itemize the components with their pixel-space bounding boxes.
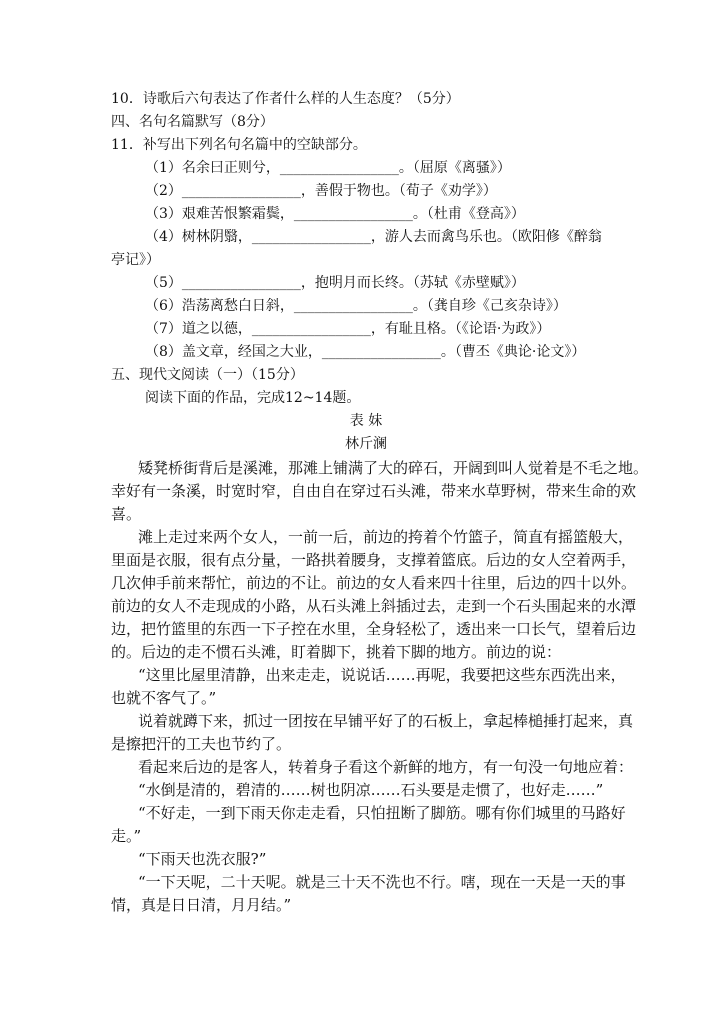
blank-item-4-cont: 亭记》） [111,252,160,268]
blank-item-8: （8）盖文章，经国之大业，_________________。（曹丕《典论·论文》） [145,344,586,360]
blank-item-7: （7）道之以德，_________________，有耻且格。（《论语·为政》） [145,321,551,337]
story-line: 幸好有一条溪，时宽时窄，自由自在穿过石头滩，带来水草野树，带来生命的欢 [111,482,637,500]
section-5-heading: 五、现代文阅读（一）（15分） [111,367,304,383]
story-line: 喜。 [111,505,142,523]
blank-item-4: （4）树林阴翳，_________________，游人去而禽鸟乐也。（欧阳修《醉翁 [145,229,602,245]
story-line: “水倒是清的，碧清的……树也阴凉……石头要是走惯了，也好走……” [138,781,604,799]
story-line: “下雨天也洗衣服?” [138,850,267,868]
story-line: 也就不客气了。” [111,689,217,707]
blank-item-2: （2）_________________，善假于物也。（荀子《劝学》） [145,183,497,199]
reading-instruction: 阅读下面的作品，完成12~14题。 [145,390,361,406]
story-line: 的。后边的走不惯石头滩，盯着脚下，挑着下脚的地方。前边的说： [111,643,562,661]
story-line: “不好走，一到下雨天你走走看，只怕扭断了脚筋。哪有你们城里的马路好 [138,804,626,822]
story-line: “这里比屋里清静，出来走走，说说话……再呢，我要把这些东西洗出来， [138,666,626,684]
blank-item-1: （1）名余曰正则兮，_________________。（屈原《离骚》） [145,160,511,176]
story-line: 几次伸手前来帮忙，前边的不让。前边的女人看来四十往里，后边的四十以外。 [111,574,637,592]
question-10: 10．诗歌后六句表达了作者什么样的人生态度？（5分） [111,91,460,107]
story-line: 看起来后边的是客人，转着身子看这个新鲜的地方，有一句没一句地应着： [138,758,634,776]
story-line: 情，真是日日清，月月结。” [111,896,292,914]
story-line: 滩上走过来两个女人，一前一后，前边的挎着个竹篮子，简直有摇篮般大， [138,528,634,546]
blank-item-3: （3）艰难苦恨繁霜鬓，_________________。（杜甫《登高》） [145,206,525,222]
story-title: 表 妹 [349,413,383,429]
question-11: 11．补写出下列名句名篇中的空缺部分。 [111,137,367,153]
story-line: “一下天呢，二十天呢。就是三十天不洗也不行。嗐，现在一天是一天的事 [138,873,626,891]
story-line: 矮凳桥街背后是溪滩，那滩上铺满了大的碎石，开阔到叫人觉着是不毛之地。 [138,459,649,477]
story-line: 里面是衣服，很有点分量，一路拱着腰身，支撑着篮底。后边的女人空着两手， [111,551,637,569]
story-line: 说着就蹲下来，抓过一团按在早铺平好了的石板上，拿起棒槌捶打起来，真 [138,712,634,730]
story-line: 边，把竹篮里的东西一下子控在水里，全身轻松了，透出来一口长气，望着后边 [111,620,637,638]
section-4-heading: 四、名句名篇默写（8分） [111,114,274,130]
blank-item-6: （6）浩荡离愁白日斜，_________________。（龚自珍《己亥杂诗》） [145,298,567,314]
blank-item-5: （5）_________________，抱明月而长终。（苏轼《赤壁赋》） [145,275,525,291]
story-line: 前边的女人不走现成的小路，从石头滩上斜插过去，走到一个石头围起来的水潭 [111,597,637,615]
story-author: 林斤澜 [345,436,387,452]
story-line: 是擦把汗的工夫也节约了。 [111,735,292,753]
story-line: 走。” [111,827,142,845]
